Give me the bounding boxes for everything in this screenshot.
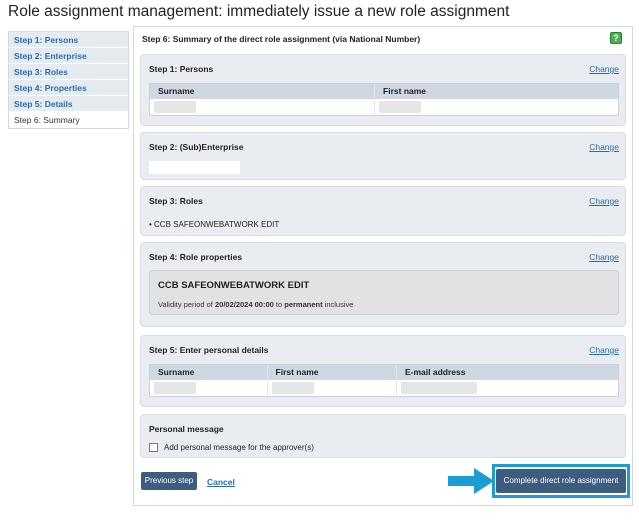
redacted-value [272, 382, 314, 394]
redacted-value [379, 101, 421, 113]
section-persons [140, 54, 626, 126]
validity-prefix: Validity period of [158, 300, 215, 309]
help-icon[interactable]: ? [610, 32, 622, 44]
role-list-item: • CCB SAFEONWEBATWORK EDIT [149, 220, 280, 229]
redacted-value [154, 382, 196, 394]
validity-from: 20/02/2024 00:00 [214, 300, 274, 309]
role-property-name: CCB SAFEONWEBATWORK EDIT [158, 280, 310, 291]
sidebar-item-persons[interactable]: Step 1: Persons [9, 32, 128, 48]
section-title: Step 4: Role properties [149, 252, 243, 262]
role-name: CCB SAFEONWEBATWORK EDIT [154, 220, 280, 229]
section-enterprise [140, 132, 626, 180]
email-cell [397, 380, 618, 396]
validity-to: permanent [284, 300, 323, 309]
first-name-cell [375, 99, 618, 115]
change-persons-link[interactable]: Change [589, 64, 619, 74]
table-header [150, 365, 618, 380]
change-enterprise-link[interactable]: Change [589, 142, 619, 152]
validity-suffix: inclusive [322, 300, 354, 309]
section-personal-details [140, 335, 626, 407]
page-title: Role assignment management: immediately issue a new role assignment [8, 3, 510, 20]
redacted-value [401, 382, 477, 394]
surname-cell [150, 380, 268, 396]
column-header-first-name: First name [268, 365, 397, 380]
arrow-right-icon [448, 468, 494, 494]
section-title: Step 2: (Sub)Enterprise [149, 142, 244, 152]
sidebar-item-summary: Step 6: Summary [9, 112, 128, 128]
column-header-email: E-mail address [404, 367, 466, 377]
change-properties-link[interactable]: Change [589, 252, 619, 262]
column-header-first-name: First name [383, 86, 427, 96]
surname-cell [150, 99, 375, 115]
details-table [149, 364, 619, 397]
section-role-properties [140, 242, 626, 327]
sidebar-item-enterprise[interactable]: Step 2: Enterprise [9, 48, 128, 64]
complete-assignment-button[interactable]: Complete direct role assignment [496, 469, 626, 493]
section-personal-message [140, 414, 626, 458]
previous-step-button[interactable]: Previous step [141, 472, 197, 490]
validity-mid: to [273, 300, 285, 309]
cancel-link[interactable]: Cancel [207, 477, 235, 487]
sidebar-item-roles[interactable]: Step 3: Roles [9, 64, 128, 80]
table-header [150, 84, 618, 99]
personal-message-option [149, 443, 314, 452]
persons-table [149, 83, 619, 116]
section-title: Personal message [149, 424, 224, 434]
sidebar-item-properties[interactable]: Step 4: Properties [9, 80, 128, 96]
sidebar-item-details[interactable]: Step 5: Details [9, 96, 128, 112]
table-row [150, 99, 618, 115]
section-title: Step 5: Enter personal details [149, 345, 269, 355]
redacted-value [154, 101, 196, 113]
section-title: Step 3: Roles [149, 196, 203, 206]
step-sidebar [8, 31, 129, 129]
role-property-card [149, 270, 619, 315]
change-details-link[interactable]: Change [589, 345, 619, 355]
validity-period [158, 300, 353, 309]
personal-message-checkbox[interactable] [149, 443, 158, 452]
summary-header: Step 6: Summary of the direct role assignment (via National Number) [142, 34, 421, 44]
summary-panel [133, 26, 633, 506]
enterprise-value [149, 161, 240, 174]
first-name-cell [268, 380, 397, 396]
column-header-surname: Surname [150, 84, 375, 99]
column-header-surname: Surname [150, 365, 268, 380]
change-roles-link[interactable]: Change [589, 196, 619, 206]
personal-message-label[interactable]: Add personal message for the approver(s) [164, 443, 314, 452]
section-title: Step 1: Persons [149, 64, 214, 74]
section-roles [140, 186, 626, 236]
table-row [150, 380, 618, 396]
